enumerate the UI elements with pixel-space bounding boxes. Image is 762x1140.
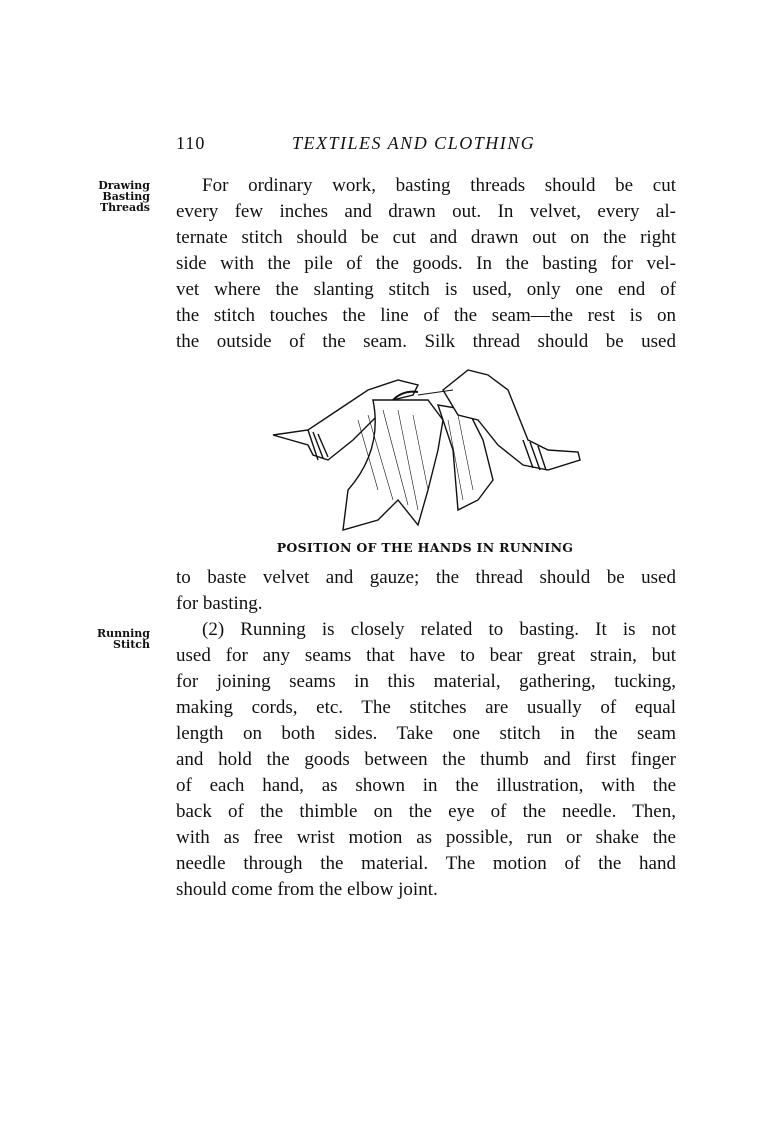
text-line: with as free wrist motion as possible, run or shake the xyxy=(176,827,676,848)
text-line: to baste velvet and gauze; the thread should be used xyxy=(176,567,676,588)
margin-note-line: Threads xyxy=(100,201,150,214)
text-line: vet where the slanting stitch is used, only one end of xyxy=(176,279,676,300)
hands-running-illustration xyxy=(268,360,588,535)
margin-note-running-stitch xyxy=(88,628,150,650)
text-line: length on both sides. Take one stitch in the seam xyxy=(176,723,676,744)
text-line: should come from the elbow joint. xyxy=(176,879,438,900)
text-line: of each hand, as shown in the illustration, with the xyxy=(176,775,676,796)
margin-note-line: Stitch xyxy=(113,638,150,651)
text-line: for basting. xyxy=(176,593,263,614)
text-line: making cords, etc. The stitches are usually of equal xyxy=(176,697,676,718)
margin-note-line: Running xyxy=(96,627,150,640)
text-line: every few inches and drawn out. In velvet, every al- xyxy=(176,201,676,222)
figure-caption: POSITION OF THE HANDS IN RUNNING xyxy=(276,540,574,555)
margin-note-line: Basting xyxy=(102,190,150,203)
page-number: 110 xyxy=(176,133,206,153)
text-line: back of the thimble on the eye of the needle. Then, xyxy=(176,801,676,822)
margin-note-line: Drawing xyxy=(98,179,150,192)
running-title: TEXTILES AND CLOTHING xyxy=(292,133,536,153)
text-line: the outside of the seam. Silk thread should be used xyxy=(176,331,676,352)
text-line: ternate stitch should be cut and drawn out on the right xyxy=(176,227,676,248)
text-line: the stitch touches the line of the seam—the rest is on xyxy=(176,305,676,326)
text-line: side with the pile of the goods. In the basting for vel- xyxy=(176,253,676,274)
text-line: For ordinary work, basting threads should be cut xyxy=(202,175,676,196)
text-line: for joining seams in this material, gathering, tucking, xyxy=(176,671,676,692)
text-line: (2) Running is closely related to basting. It is not xyxy=(202,619,676,640)
margin-note-drawing-basting-threads xyxy=(88,180,150,213)
text-line: needle through the material. The motion of the hand xyxy=(176,853,676,874)
text-line: and hold the goods between the thumb and first finger xyxy=(176,749,676,770)
text-line: used for any seams that have to bear great strain, but xyxy=(176,645,676,666)
